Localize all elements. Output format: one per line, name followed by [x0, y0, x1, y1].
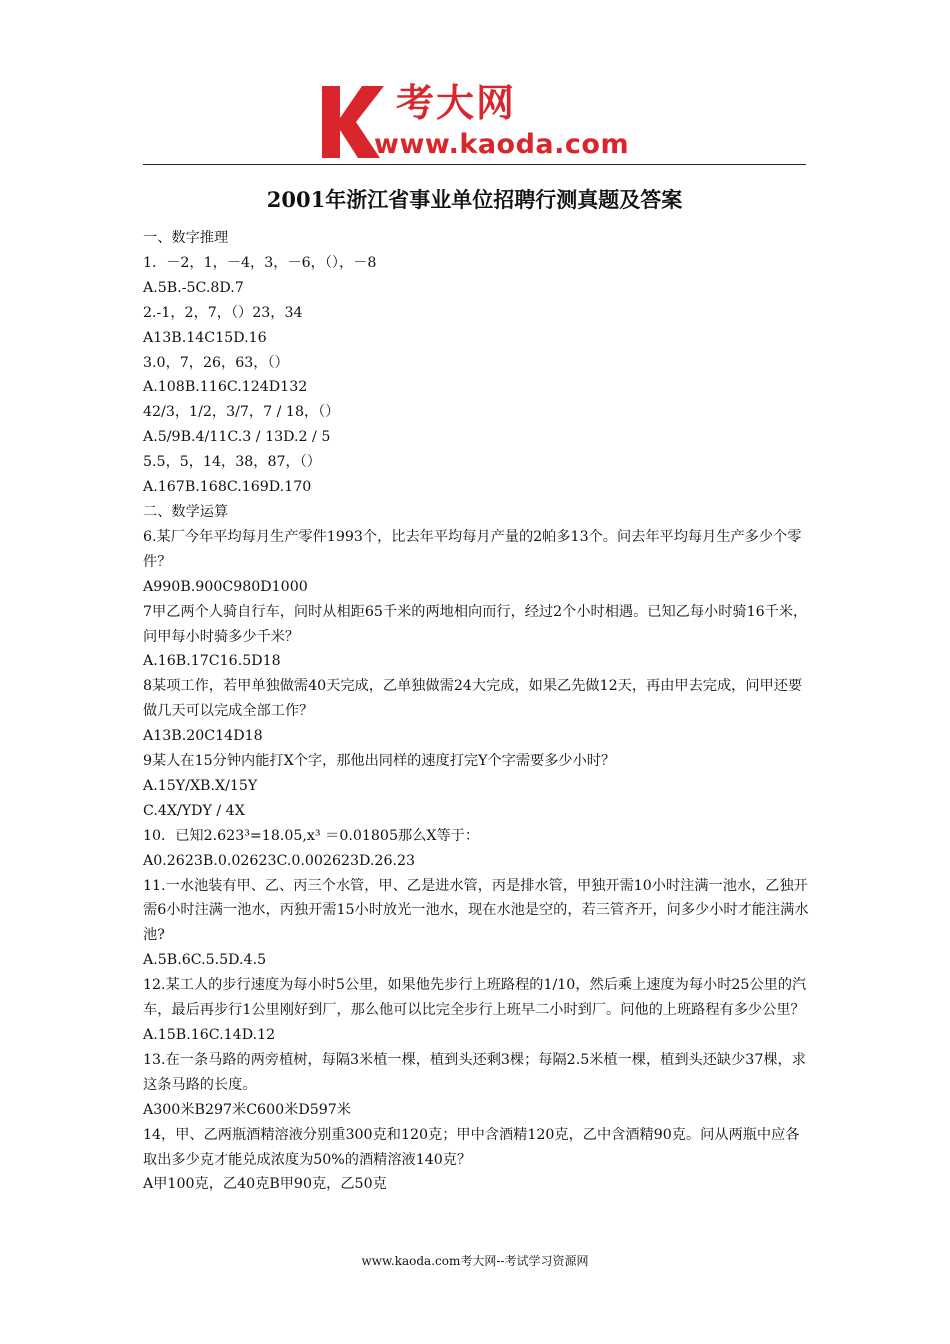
kaoda-logo: [318, 78, 648, 164]
page-footer: www.kaoda.com考大网--考试学习资源网: [361, 1254, 589, 1268]
answer-options: A.15Y/XB.X/15Y: [143, 777, 258, 794]
question-text: 11.一水池装有甲、乙、丙三个水管，甲、乙是进水管，丙是排水管，甲独开需10小时注满一池水，乙独开需6小时注满一池水，丙独开需15小时放光一池水，现在水池是空的，若三管齐开，问多少小时才能注满水池?: [143, 877, 809, 944]
question-text: 6.某厂今年平均每月生产零件1993个，比去年平均每月产量的2帕多13个。问去年平均每月生产多少个零件？: [143, 528, 802, 570]
answer-options: A.5B.6C.5.5D.4.5: [143, 952, 267, 969]
question-text: 1．－2，1，－4，3，－6，（），－8: [143, 254, 377, 271]
answer-options: A13B.14C15D.16: [143, 329, 267, 346]
question-text: 8某项工作，若甲单独做需40天完成，乙单独做需24大完成，如果乙先做12天，再由甲去完成，问甲还要做几天可以完成全部工作？: [143, 678, 803, 720]
question-text: 14，甲、乙两瓶酒精溶液分别重300克和120克；甲中含酒精120克，乙中含酒精90克。问从两瓶中应各取出多少克才能兑成浓度为50%的酒精溶液140克？: [143, 1126, 800, 1168]
question-text: 5.5，5，14，38，87，（）: [143, 454, 321, 471]
answer-options: A300米B297米C600米D597米: [143, 1101, 351, 1118]
header-divider: [143, 164, 806, 165]
answer-options: A0.2623B.0.02623C.0.002623D.26.23: [143, 852, 416, 869]
question-text: 13.在一条马路的两旁植树，每隔3米植一棵，植到头还剩3棵；每隔2.5米植一棵，植到头还缺少37棵，求这条马路的长度。: [143, 1051, 806, 1093]
answer-options: A.5/9B.4/11C.3 / 13D.2 / 5: [143, 429, 331, 446]
document-body: [143, 226, 813, 1197]
answer-options: C.4X/YDY / 4X: [143, 802, 245, 819]
answer-options: A.167B.168C.169D.170: [143, 479, 312, 496]
question-text: 2.-1，2，7，（）23，34: [143, 304, 303, 321]
question-text: 9某人在15分钟内能打X个字，那他出同样的速度打完Y个字需要多少小时？: [143, 753, 616, 770]
answer-options: A.16B.17C16.5D18: [143, 653, 281, 670]
answer-options: A.108B.116C.124D132: [143, 379, 308, 396]
question-text: 7甲乙两个人骑自行车，问时从相距65千米的两地相向而行，经过2个小时相遇。已知乙每小时骑16千米，问甲每小时骑多少千米？: [143, 603, 808, 645]
answer-options: A甲100克，乙40克B甲90克，乙50克: [143, 1176, 387, 1193]
section-heading: 二、数学运算: [143, 503, 229, 520]
answer-options: A13B.20C14D18: [143, 728, 263, 745]
answer-options: A.5B.-5C.8D.7: [143, 279, 244, 296]
logo-chinese-text: 考大网: [396, 81, 517, 125]
question-text: 3.0，7，26，63，（）: [143, 354, 289, 371]
answer-options: A990B.900C980D1000: [143, 578, 308, 595]
question-text: 10．已知2.623³=18.05,x³ ＝0.01805那么X等于：: [143, 827, 480, 844]
question-text: 12.某工人的步行速度为每小时5公里，如果他先步行上班路程的1/10，然后乘上速度为每小时25公里的汽车，最后再步行1公里刚好到厂，那么他可以比完全步行上班早二小时到厂。问他的上班路程有多少公里？: [143, 977, 807, 1019]
answer-options: A.15B.16C.14D.12: [143, 1027, 276, 1043]
logo-url-text: www.kaoda.com: [374, 129, 630, 160]
section-heading: 一、数字推理: [143, 230, 229, 246]
document-title: 2001年浙江省事业单位招聘行测真题及答案: [266, 187, 683, 212]
question-text: 42/3，1/2，3/7，7 / 18，（）: [143, 404, 340, 421]
